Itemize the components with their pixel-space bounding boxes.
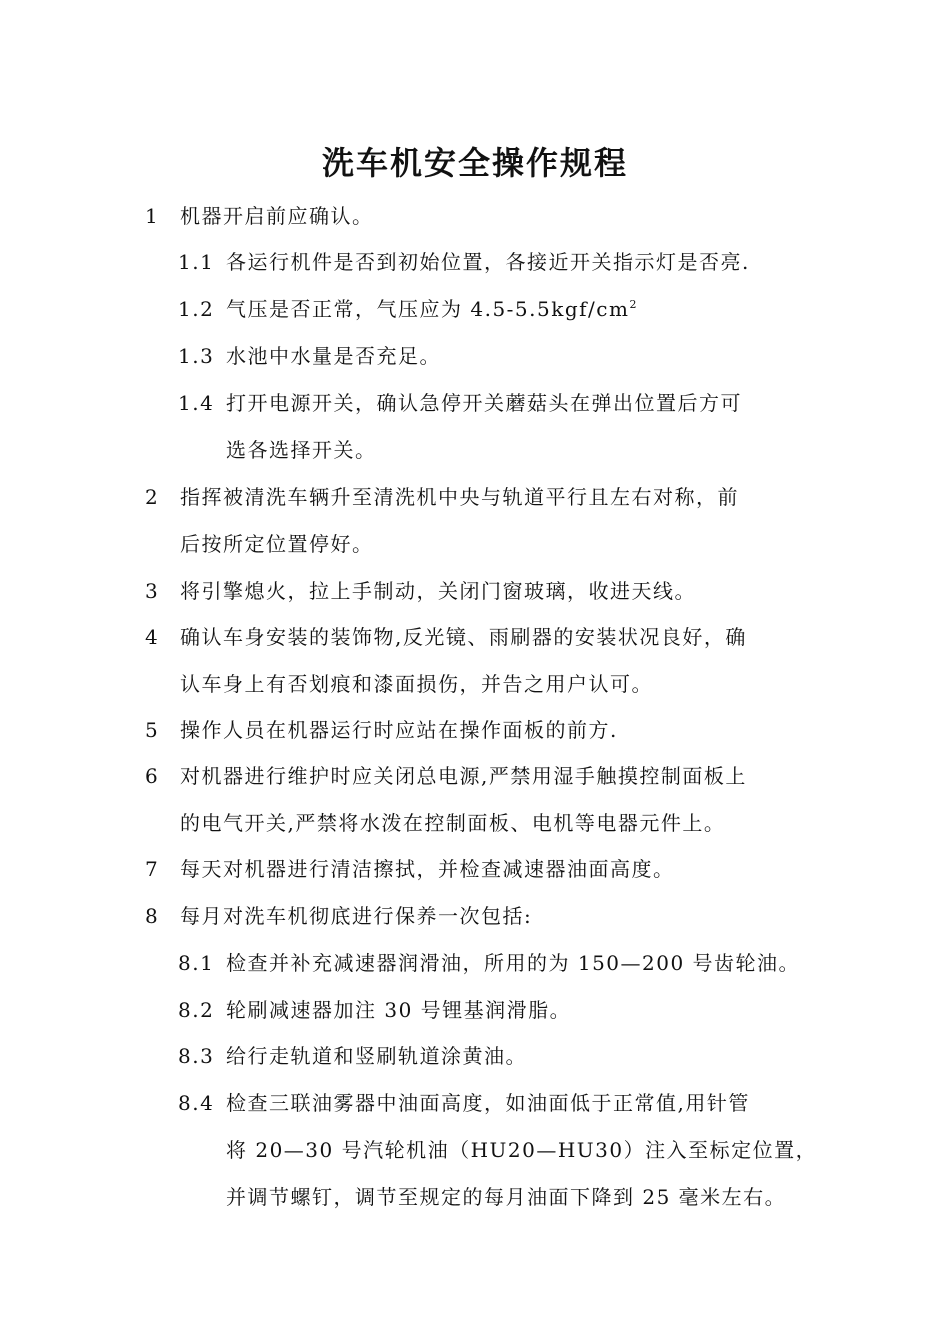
section-2-continuation: 后按所定位置停好。	[180, 532, 374, 556]
document-title: 洗车机安全操作规程	[321, 144, 628, 182]
subsection-number: 1.3	[178, 344, 215, 368]
subsection-number: 8.1	[178, 951, 215, 975]
section-text: 每天对机器进行清洁擦拭，并检查减速器油面高度。	[180, 857, 675, 881]
section-text: 机器开启前应确认。	[180, 204, 374, 228]
section-number: 4	[145, 625, 160, 649]
section-text: 每月对洗车机彻底进行保养一次包括:	[180, 904, 533, 928]
section-text: 确认车身安装的装饰物,反光镜、雨刷器的安装状况良好，确	[180, 625, 747, 649]
subsection-number: 8.3	[178, 1044, 215, 1068]
subsection-text: 检查并补充减速器润滑油，所用的为 150—200 号齿轮油。	[226, 951, 801, 975]
section-number: 5	[145, 718, 160, 742]
subsection-8-4-continuation: 将 20—30 号汽轮机油（HU20—HU30）注入至标定位置，	[226, 1138, 818, 1162]
subsection-text: 检查三联油雾器中油面高度，如油面低于正常值,用针管	[226, 1091, 750, 1115]
section-text: 将引擎熄火，拉上手制动，关闭门窗玻璃，收进天线。	[180, 579, 696, 603]
superscript: 2	[629, 298, 638, 311]
subsection-text-main: 气压是否正常，气压应为 4.5-5.5kgf/cm	[226, 297, 630, 321]
section-number: 6	[145, 764, 160, 788]
subsection-text: 轮刷减速器加注 30 号锂基润滑脂。	[226, 998, 572, 1022]
subsection-number: 1.1	[178, 250, 215, 274]
section-4-continuation: 认车身上有否划痕和漆面损伤，并告之用户认可。	[180, 672, 653, 696]
section-number: 1	[145, 204, 160, 228]
subsection-number: 8.4	[178, 1091, 215, 1115]
section-number: 3	[145, 579, 160, 603]
subsection-text: 打开电源开关，确认急停开关蘑菇头在弹出位置后方可	[226, 391, 742, 415]
subsection-1-4-continuation: 选各选择开关。	[226, 438, 377, 462]
subsection-text: 给行走轨道和竖刷轨道涂黄油。	[226, 1044, 527, 1068]
section-text: 操作人员在机器运行时应站在操作面板的前方.	[180, 718, 618, 742]
section-number: 8	[145, 904, 160, 928]
subsection-text	[226, 295, 638, 323]
section-number: 2	[145, 485, 160, 509]
section-6-continuation: 的电气开关,严禁将水泼在控制面板、电机等电器元件上。	[180, 811, 726, 835]
subsection-number: 1.4	[178, 391, 215, 415]
section-text: 对机器进行维护时应关闭总电源,严禁用湿手触摸控制面板上	[180, 764, 747, 788]
subsection-number: 8.2	[178, 998, 215, 1022]
subsection-text: 水池中水量是否充足。	[226, 344, 441, 368]
subsection-8-4-continuation-2: 并调节螺钉，调节至规定的每月油面下降到 25 毫米左右。	[226, 1185, 787, 1209]
section-text: 指挥被清洗车辆升至清洗机中央与轨道平行且左右对称，前	[180, 485, 739, 509]
subsection-text: 各运行机件是否到初始位置，各接近开关指示灯是否亮.	[226, 250, 750, 274]
subsection-number: 1.2	[178, 297, 215, 321]
section-number: 7	[145, 857, 160, 881]
